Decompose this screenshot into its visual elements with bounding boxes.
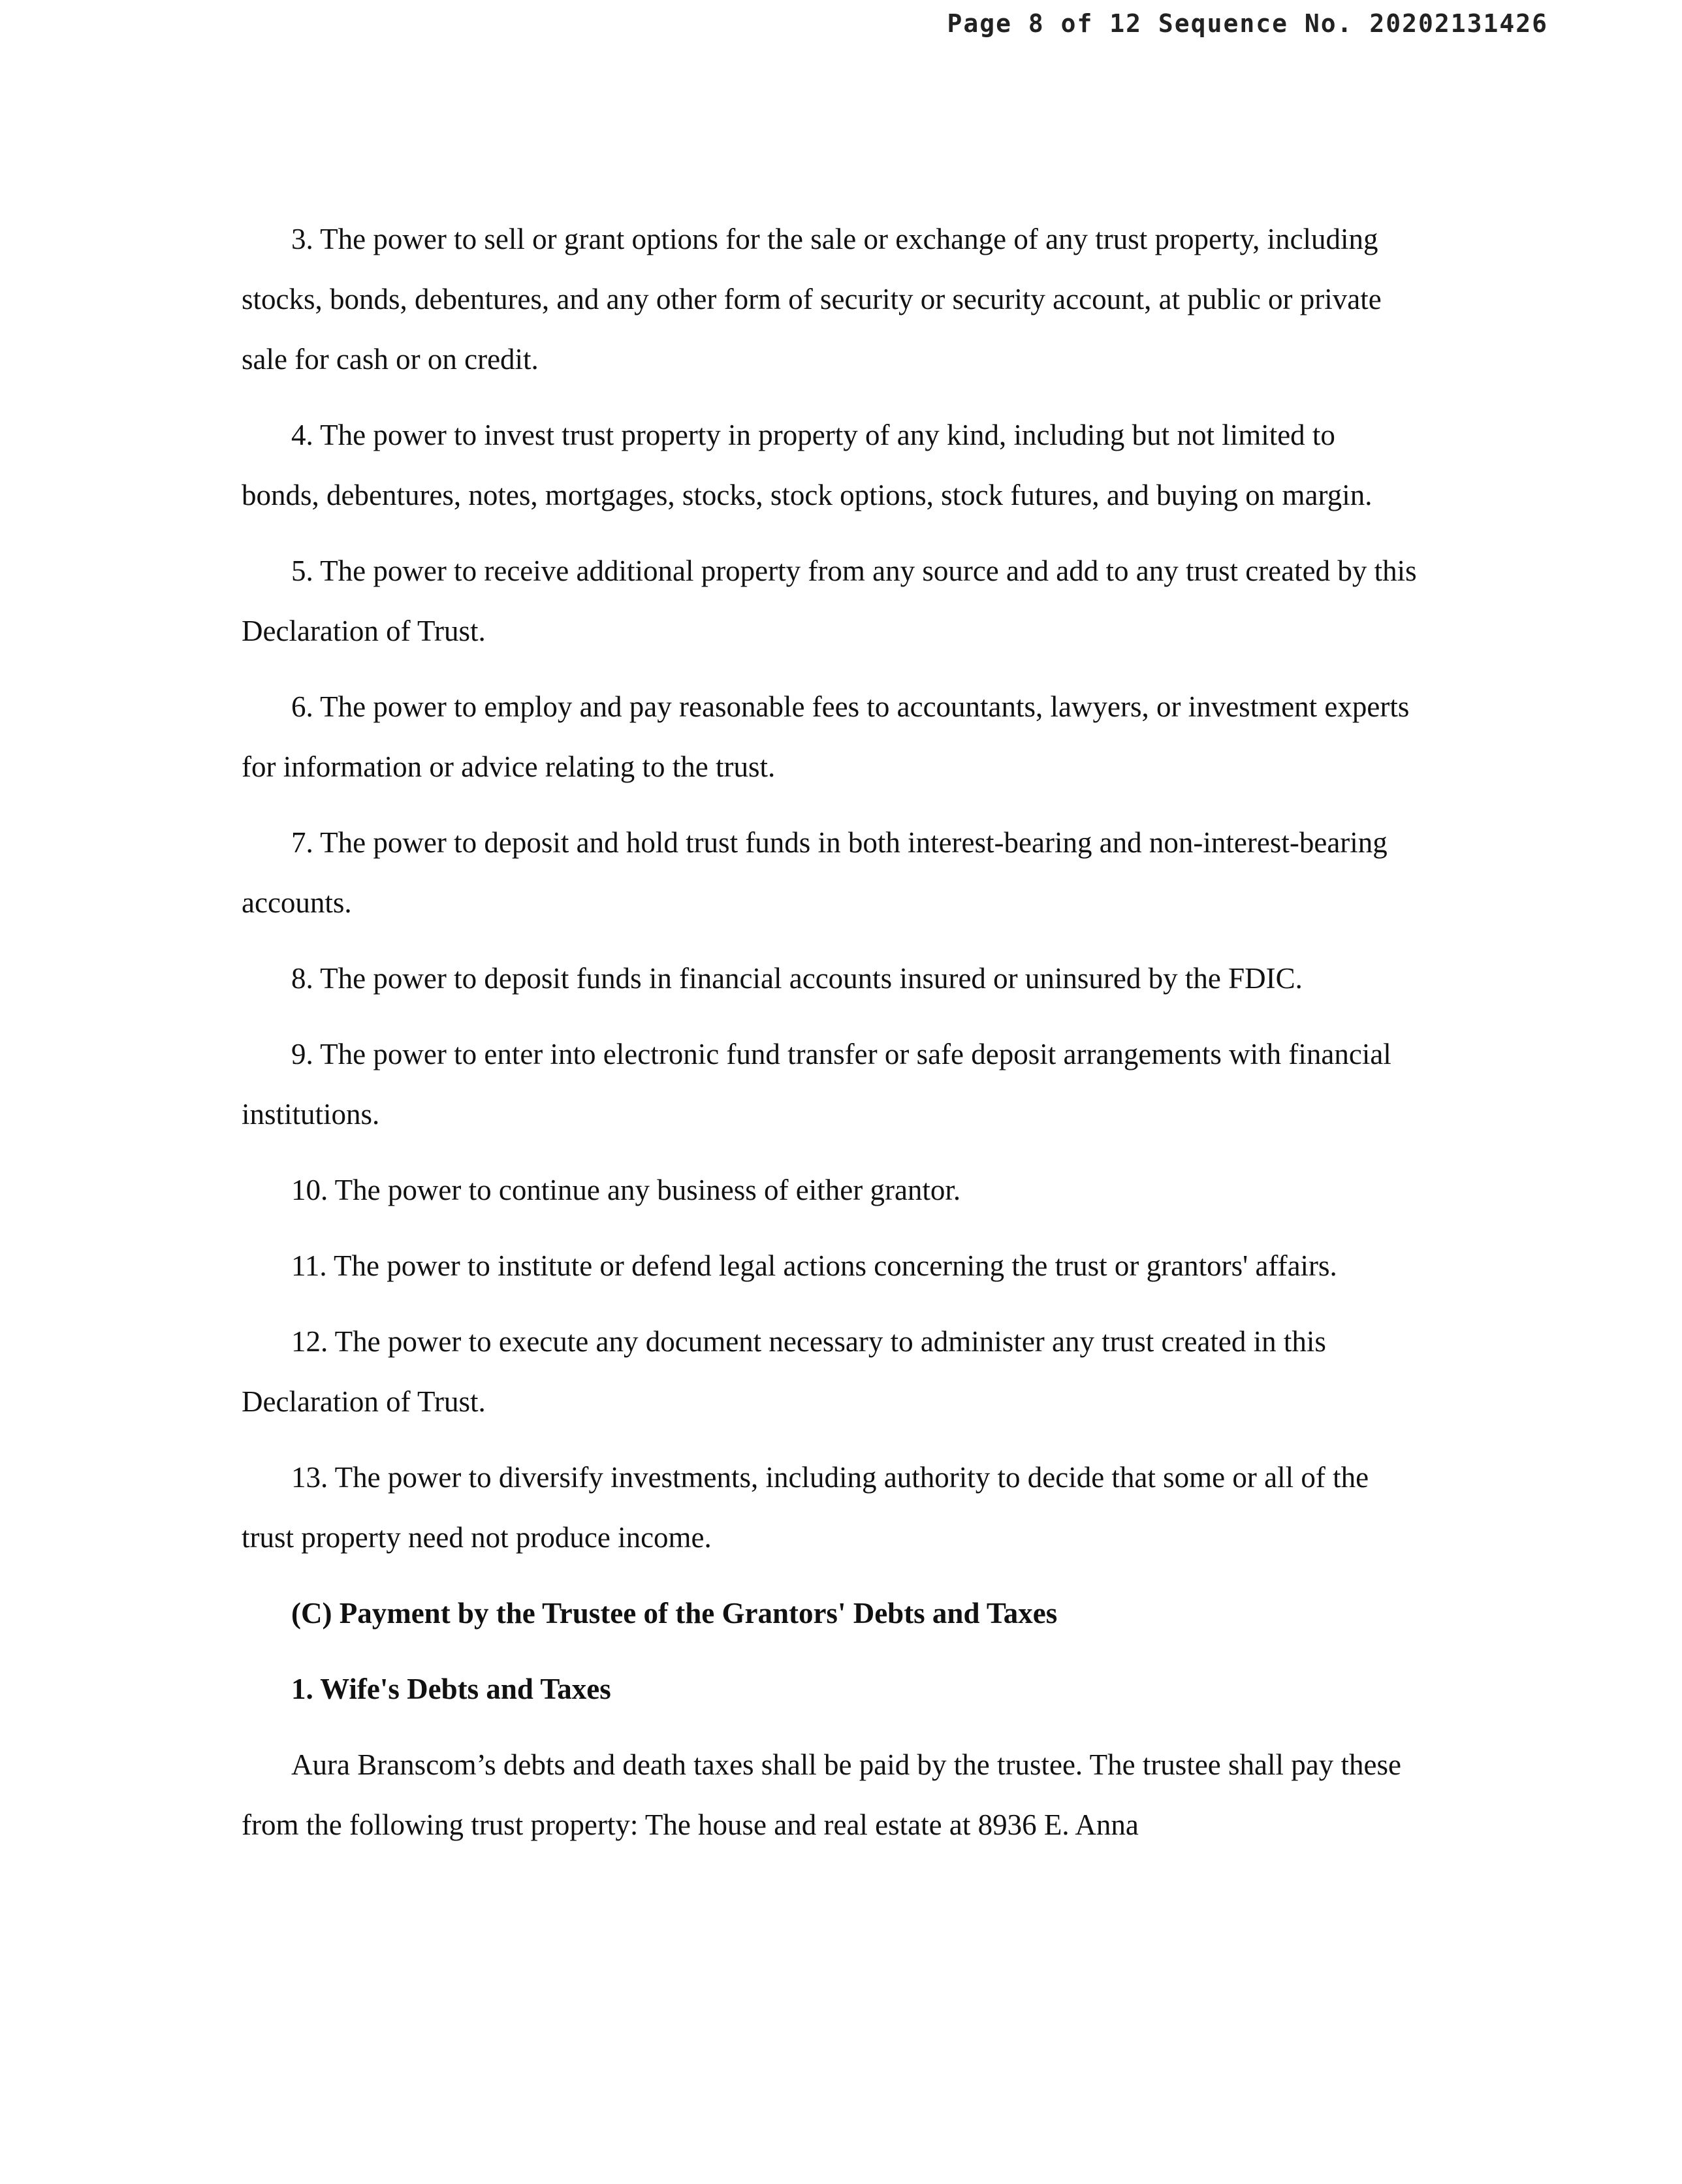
wife-debts-paragraph: Aura Branscom’s debts and death taxes shall be paid by the trustee. The trustee shall pay these from the following trust property: The house and real estate at 8936 E. Anna: [242, 1748, 1401, 1841]
paragraph-power-12: 12. The power to execute any document necessary to administer any trust created in this Declaration of Trust.: [242, 1325, 1326, 1418]
paragraph-power-3: 3. The power to sell or grant options for the sale or exchange of any trust property, including stocks, bonds, debentures, and any other form of security or security account, at public or private sale for cash or on credit.: [242, 223, 1382, 376]
paragraph-power-11: 11. The power to institute or defend legal actions concerning the trust or grantors' affairs.: [291, 1249, 1337, 1282]
paragraph-power-10: 10. The power to continue any business of either grantor.: [291, 1174, 961, 1206]
paragraph-power-5: 5. The power to receive additional property from any source and add to any trust created by this Declaration of Trust.: [242, 554, 1417, 647]
paragraph-power-9: 9. The power to enter into electronic fund transfer or safe deposit arrangements with financial institutions.: [242, 1038, 1391, 1131]
paragraph-power-4: 4. The power to invest trust property in property of any kind, including but not limited to bonds, debentures, notes, mortgages, stocks, stock options, stock futures, and buying on margin.: [242, 419, 1373, 511]
page-sequence-stamp: Page 8 of 12 Sequence No. 20202131426: [947, 9, 1548, 38]
paragraph-power-8: 8. The power to deposit funds in financial accounts insured or uninsured by the FDIC.: [291, 962, 1303, 995]
section-c-heading: (C) Payment by the Trustee of the Grantors' Debts and Taxes: [291, 1597, 1058, 1630]
paragraph-power-7: 7. The power to deposit and hold trust funds in both interest-bearing and non-interest-bearing accounts.: [242, 826, 1388, 919]
wife-debts-heading: 1. Wife's Debts and Taxes: [291, 1673, 611, 1705]
document-body: [242, 209, 1417, 1871]
paragraph-power-6: 6. The power to employ and pay reasonable fees to accountants, lawyers, or investment experts for information or advice relating to the trust.: [242, 690, 1410, 783]
paragraph-power-13: 13. The power to diversify investments, including authority to decide that some or all of the trust property need not produce income.: [242, 1461, 1369, 1554]
